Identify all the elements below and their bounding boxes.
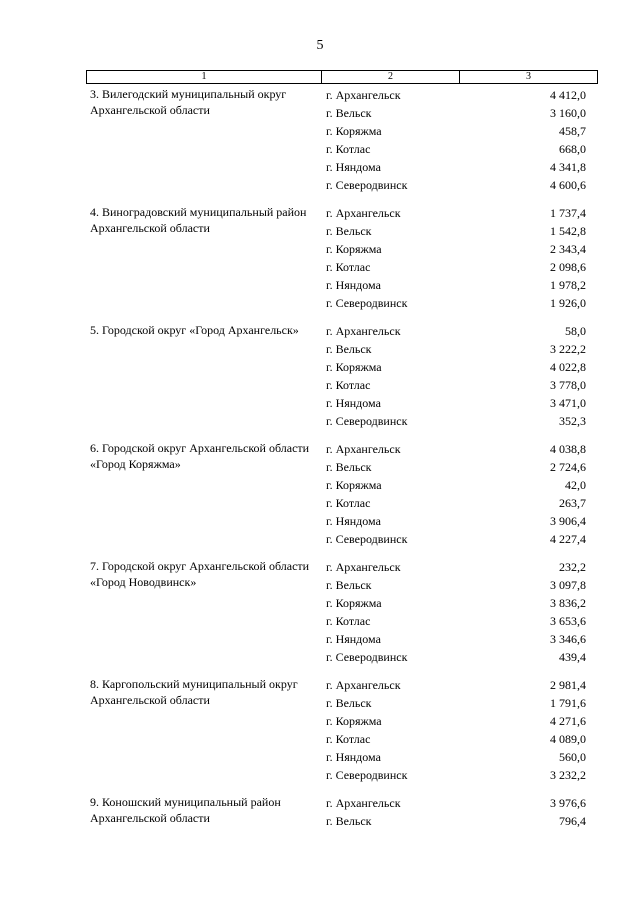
table-row xyxy=(320,558,590,576)
value-cell: 439,4 xyxy=(559,650,586,664)
city-cell: г. Коряжма xyxy=(326,596,382,610)
destination-list xyxy=(320,676,590,784)
table-row xyxy=(320,340,590,358)
city-cell: г. Вельск xyxy=(326,578,372,592)
table-row xyxy=(320,594,590,612)
municipality-name: 5. Городской округ «Город Архангельск» xyxy=(90,323,299,337)
table-block xyxy=(90,440,590,548)
city-cell: г. Няндома xyxy=(326,396,381,410)
city-cell: г. Коряжма xyxy=(326,714,382,728)
value-cell: 2 981,4 xyxy=(550,678,586,692)
municipality-name: 3. Вилегодский муниципальный округ Архангельской области xyxy=(90,87,287,117)
value-cell: 1 737,4 xyxy=(550,206,586,220)
value-cell: 352,3 xyxy=(559,414,586,428)
value-cell: 4 227,4 xyxy=(550,532,586,546)
value-cell: 58,0 xyxy=(565,324,586,338)
table-row xyxy=(320,576,590,594)
city-cell: г. Северодвинск xyxy=(326,296,408,310)
table-row xyxy=(320,322,590,340)
city-cell: г. Архангельск xyxy=(326,324,401,338)
city-cell: г. Вельск xyxy=(326,814,372,828)
value-cell: 4 341,8 xyxy=(550,160,586,174)
table-body xyxy=(90,86,590,840)
city-cell: г. Коряжма xyxy=(326,478,382,492)
municipality-name: 7. Городской округ Архангельской области «Город Новодвинск» xyxy=(90,559,310,589)
municipality-name: 9. Коношский муниципальный район Архангельской области xyxy=(90,795,281,825)
value-cell: 668,0 xyxy=(559,142,586,156)
table-row xyxy=(320,712,590,730)
table-row xyxy=(320,140,590,158)
city-cell: г. Архангельск xyxy=(326,678,401,692)
value-cell: 4 089,0 xyxy=(550,732,586,746)
city-cell: г. Котлас xyxy=(326,378,371,392)
city-cell: г. Вельск xyxy=(326,224,372,238)
table-row xyxy=(320,612,590,630)
city-cell: г. Котлас xyxy=(326,142,371,156)
table-block xyxy=(90,558,590,666)
table-row xyxy=(320,748,590,766)
value-cell: 4 600,6 xyxy=(550,178,586,192)
column-header-2: 2 xyxy=(322,71,460,83)
value-cell: 2 724,6 xyxy=(550,460,586,474)
value-cell: 796,4 xyxy=(559,814,586,828)
table-row xyxy=(320,294,590,312)
table-row xyxy=(320,648,590,666)
page-number: 5 xyxy=(316,38,324,53)
city-cell: г. Котлас xyxy=(326,496,371,510)
value-cell: 2 098,6 xyxy=(550,260,586,274)
city-cell: г. Няндома xyxy=(326,514,381,528)
value-cell: 1 978,2 xyxy=(550,278,586,292)
value-cell: 1 926,0 xyxy=(550,296,586,310)
table-row xyxy=(320,766,590,784)
table-row xyxy=(320,176,590,194)
table-row xyxy=(320,158,590,176)
city-cell: г. Няндома xyxy=(326,160,381,174)
table-row xyxy=(320,258,590,276)
table-row xyxy=(320,812,590,830)
table-header-row xyxy=(86,70,598,84)
value-cell: 3 836,2 xyxy=(550,596,586,610)
city-cell: г. Вельск xyxy=(326,460,372,474)
city-cell: г. Архангельск xyxy=(326,442,401,456)
value-cell: 3 097,8 xyxy=(550,578,586,592)
city-cell: г. Котлас xyxy=(326,614,371,628)
value-cell: 3 471,0 xyxy=(550,396,586,410)
table-row xyxy=(320,512,590,530)
table-row xyxy=(320,730,590,748)
value-cell: 4 022,8 xyxy=(550,360,586,374)
value-cell: 263,7 xyxy=(559,496,586,510)
city-cell: г. Вельск xyxy=(326,342,372,356)
value-cell: 458,7 xyxy=(559,124,586,138)
table-row xyxy=(320,394,590,412)
destination-list xyxy=(320,86,590,194)
city-cell: г. Архангельск xyxy=(326,88,401,102)
table-row xyxy=(320,412,590,430)
destination-list xyxy=(320,322,590,430)
table-row xyxy=(320,676,590,694)
value-cell: 560,0 xyxy=(559,750,586,764)
city-cell: г. Архангельск xyxy=(326,796,401,810)
table-block xyxy=(90,204,590,312)
municipality-name: 8. Каргопольский муниципальный округ Архангельской области xyxy=(90,677,298,707)
city-cell: г. Коряжма xyxy=(326,242,382,256)
city-cell: г. Северодвинск xyxy=(326,650,408,664)
city-cell: г. Котлас xyxy=(326,260,371,274)
table-row xyxy=(320,494,590,512)
table-row xyxy=(320,104,590,122)
city-cell: г. Архангельск xyxy=(326,560,401,574)
municipality-name: 4. Виноградовский муниципальный район Архангельской области xyxy=(90,205,307,235)
table-row xyxy=(320,86,590,104)
table-row xyxy=(320,794,590,812)
value-cell: 3 160,0 xyxy=(550,106,586,120)
value-cell: 3 778,0 xyxy=(550,378,586,392)
table-row xyxy=(320,358,590,376)
city-cell: г. Няндома xyxy=(326,278,381,292)
table-row xyxy=(320,204,590,222)
value-cell: 3 232,2 xyxy=(550,768,586,782)
value-cell: 3 976,6 xyxy=(550,796,586,810)
value-cell: 4 038,8 xyxy=(550,442,586,456)
table-row xyxy=(320,630,590,648)
destination-list xyxy=(320,794,590,830)
city-cell: г. Вельск xyxy=(326,696,372,710)
value-cell: 3 906,4 xyxy=(550,514,586,528)
city-cell: г. Северодвинск xyxy=(326,178,408,192)
value-cell: 3 346,6 xyxy=(550,632,586,646)
city-cell: г. Вельск xyxy=(326,106,372,120)
table-row xyxy=(320,476,590,494)
table-block xyxy=(90,676,590,784)
table-row xyxy=(320,222,590,240)
city-cell: г. Коряжма xyxy=(326,124,382,138)
value-cell: 2 343,4 xyxy=(550,242,586,256)
value-cell: 232,2 xyxy=(559,560,586,574)
table-row xyxy=(320,530,590,548)
destination-list xyxy=(320,204,590,312)
table-block xyxy=(90,794,590,830)
value-cell: 42,0 xyxy=(565,478,586,492)
value-cell: 4 271,6 xyxy=(550,714,586,728)
municipality-name: 6. Городской округ Архангельской области «Город Коряжма» xyxy=(90,441,310,471)
table-row xyxy=(320,440,590,458)
table-row xyxy=(320,122,590,140)
table-row xyxy=(320,694,590,712)
city-cell: г. Архангельск xyxy=(326,206,401,220)
city-cell: г. Котлас xyxy=(326,732,371,746)
value-cell: 3 222,2 xyxy=(550,342,586,356)
value-cell: 3 653,6 xyxy=(550,614,586,628)
column-header-3: 3 xyxy=(526,71,531,82)
city-cell: г. Няндома xyxy=(326,632,381,646)
destination-list xyxy=(320,558,590,666)
column-header-1: 1 xyxy=(87,71,322,83)
value-cell: 1 791,6 xyxy=(550,696,586,710)
table-row xyxy=(320,458,590,476)
value-cell: 1 542,8 xyxy=(550,224,586,238)
city-cell: г. Северодвинск xyxy=(326,768,408,782)
table-row xyxy=(320,376,590,394)
value-cell: 4 412,0 xyxy=(550,88,586,102)
table-block xyxy=(90,322,590,430)
table-row xyxy=(320,240,590,258)
table-block xyxy=(90,86,590,194)
city-cell: г. Няндома xyxy=(326,750,381,764)
city-cell: г. Северодвинск xyxy=(326,532,408,546)
table-row xyxy=(320,276,590,294)
city-cell: г. Коряжма xyxy=(326,360,382,374)
city-cell: г. Северодвинск xyxy=(326,414,408,428)
destination-list xyxy=(320,440,590,548)
